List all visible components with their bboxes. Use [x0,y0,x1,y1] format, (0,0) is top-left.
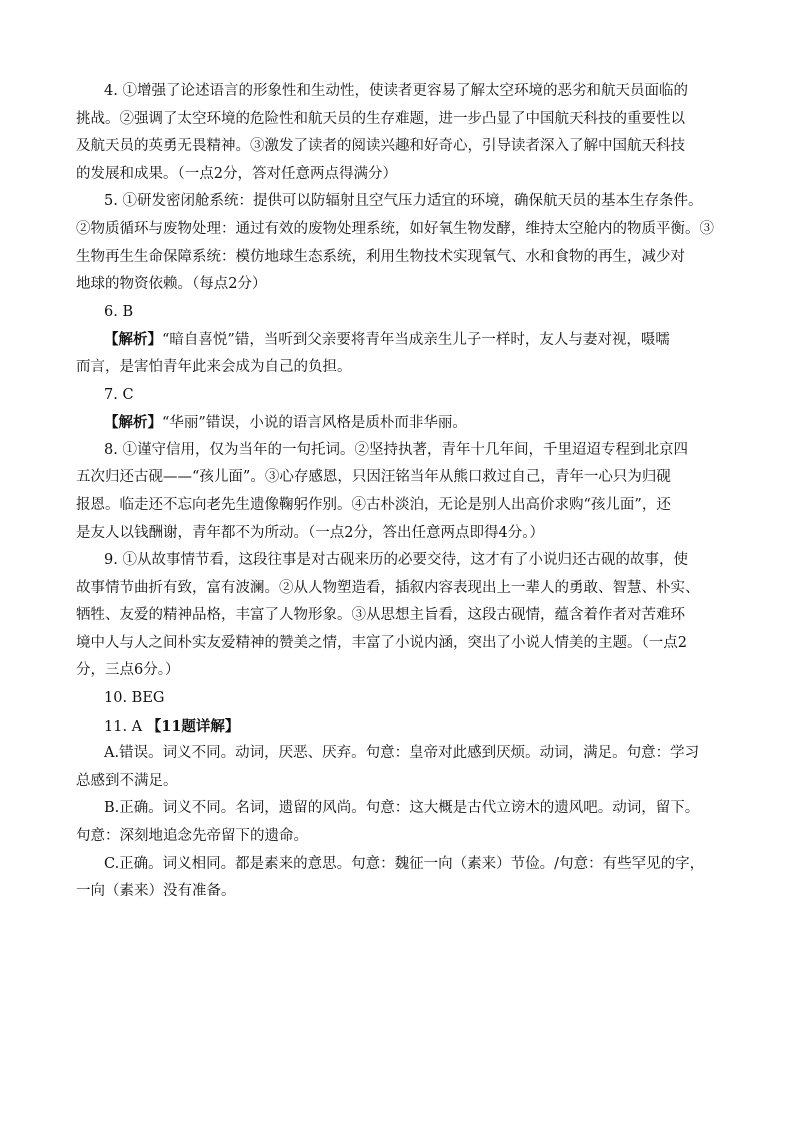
text-line [76,382,726,410]
text-line [76,547,726,575]
text-line [76,437,726,465]
text-line [76,216,726,244]
line-text: 报恩。临走还不忘向老先生遗像鞠躬作别。④古朴淡泊，无论是别人出高价求购“孩儿面”，还 [76,496,671,513]
line-text: B.正确。词义不同。名词，遗留的风尚。句意：这大概是古代立谤木的遗风吧。动词，留下。 [104,800,700,817]
text-line [76,520,726,548]
text-line [76,106,726,134]
line-text: 故事情节曲折有致，富有波澜。②从人物塑造看，插叙内容表现出上一辈人的勇敢、智慧、朴实、 [76,579,700,596]
text-line [76,713,726,741]
text-line [76,161,726,189]
text-line [76,851,726,879]
text-line [76,464,726,492]
line-text: ②物质循环与废物处理：通过有效的废物处理系统，如好氧生物发酵，维持太空舱内的物质平衡。③ [76,220,714,237]
text-line [76,768,726,796]
line-text: 9. ①从故事情节看，这段往事是对古砚来历的必要交待，这才有了小说归还古砚的故事，使 [104,552,688,569]
line-text: 7. C [104,386,134,403]
line-text: 5. ①研发密闭舱系统：提供可以防辐射且空气压力适宜的环境，确保航天员的基本生存条件。 [104,193,703,210]
text-line [76,740,726,768]
text-line [76,78,726,106]
text-line [76,492,726,520]
line-text: 句意：深刻地追念先帝留下的遗命。 [76,828,308,845]
line-text: “华丽”错误，小说的语言风格是质朴而非华丽。 [162,415,467,432]
line-text: 分，三点6分。） [76,662,180,679]
detail-label: 【11题详解】 [146,717,240,735]
line-text: 的发展和成果。（一点2分，答对任意两点得满分） [76,165,397,182]
line-text: 而言，是害怕青年此来会成为自己的负担。 [76,358,352,375]
text-line [76,244,726,272]
line-text: 10. BEG [104,690,165,707]
text-line [76,299,726,327]
analysis-label: 【解析】 [104,331,162,349]
line-text: A.错误。词义不同。动词，厌恶、厌弃。句意：皇帝对此感到厌烦。动词，满足。句意：学习 [104,745,700,762]
line-text: 8. ①谨守信用，仅为当年的一句托词。②坚持执著，青年十几年间，千里迢迢专程到北京四 [104,441,688,458]
text-line [76,795,726,823]
line-text: 总感到不满足。 [76,772,178,789]
text-line [76,657,726,685]
line-text: C.正确。词义相同。都是素来的意思。句意：魏征一向（素来）节俭。/句意：有些罕见的字， [104,855,705,872]
line-text: 五次归还古砚——“孩儿面”。③心存感恩，只因汪铭当年从熊口救过自己，青年一心只为归砚 [76,469,671,486]
text-line [76,188,726,216]
line-text: 境中人与人之间朴实友爱精神的赞美之情，丰富了小说内涵，突出了小说人情美的主题。（一点2 [76,634,687,651]
text-line [76,354,726,382]
text-line [76,575,726,603]
line-text: 及航天员的英勇无畏精神。③激发了读者的阅读兴趣和好奇心，引导读者深入了解中国航天科技 [76,138,685,155]
line-text: 牺牲、友爱的精神品格，丰富了人物形象。③从思想主旨看，这段古砚情，蕴含着作者对苦难环 [76,607,685,624]
line-text: 11. A [104,718,143,735]
text-line [76,133,726,161]
text-line [76,630,726,658]
line-text: 一向（素来）没有准备。 [76,883,236,900]
text-line [76,685,726,713]
text-line [76,326,726,354]
text-line [76,823,726,851]
line-text: 生物再生生命保障系统：模仿地球生态系统，利用生物技术实现氧气、水和食物的再生，减少对 [76,248,685,265]
line-text: 挑战。②强调了太空环境的危险性和航天员的生存难题，进一步凸显了中国航天科技的重要性以 [76,110,685,127]
line-text: 6. B [104,303,134,320]
line-text: 地球的物资依赖。（每点2分） [76,276,267,293]
answer-content [76,78,726,906]
text-line [76,271,726,299]
line-text: 4. ①增强了论述语言的形象性和生动性，使读者更容易了解太空环境的恶劣和航天员面临的 [104,83,688,99]
analysis-label: 【解析】 [104,414,162,432]
text-line [76,878,726,906]
line-text: 是友人以钱酬谢，青年都不为所动。（一点2分，答出任意两点即得4分。） [76,524,544,541]
text-line [76,409,726,437]
line-text: “暗自喜悦”错，当听到父亲要将青年当成亲生儿子一样时，友人与妻对视，嗫嚅 [162,332,670,349]
text-line [76,602,726,630]
